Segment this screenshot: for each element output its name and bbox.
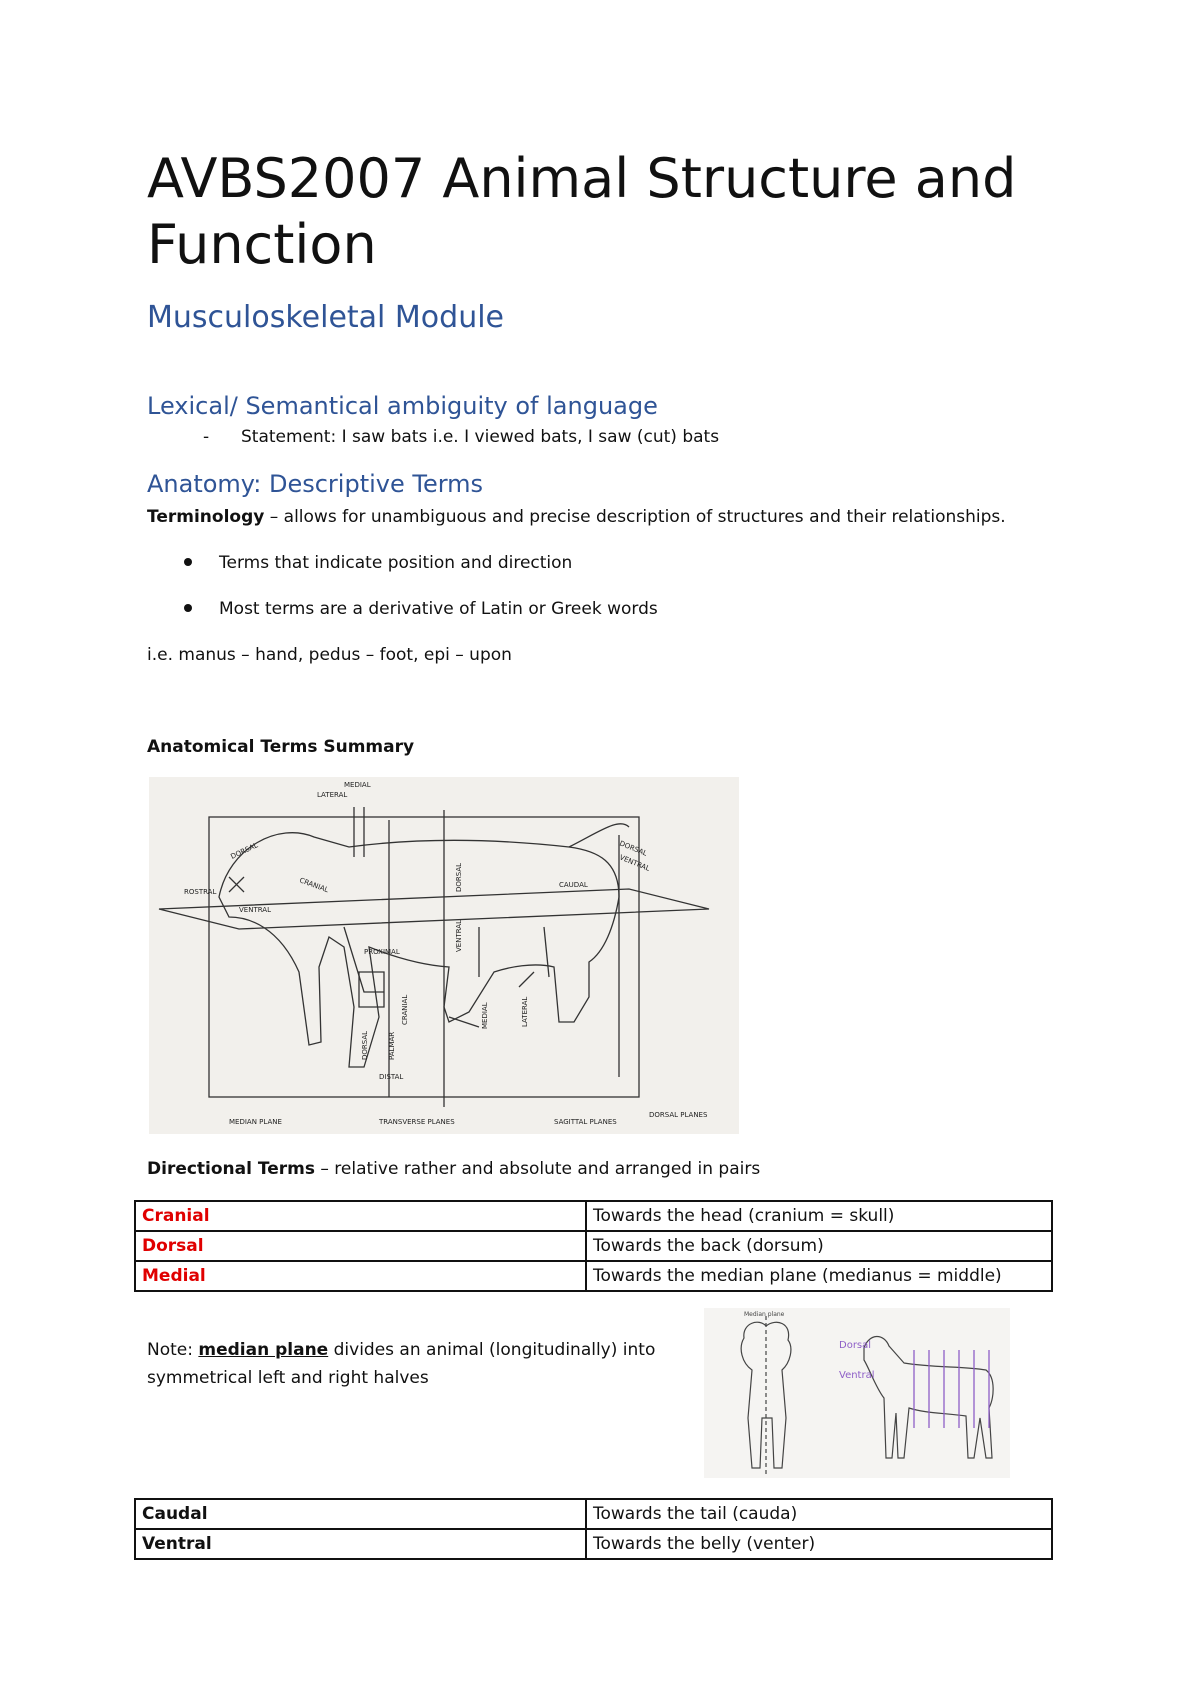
label-distal: DISTAL <box>379 1073 404 1081</box>
directional-terms-paragraph <box>147 1158 760 1180</box>
label-dorsal-tail: DORSAL <box>618 839 649 858</box>
definition-cell: Towards the median plane (medianus = middle) <box>586 1261 1052 1291</box>
term-cell: Caudal <box>135 1499 586 1529</box>
definition-cell: Towards the head (cranium = skull) <box>586 1201 1052 1231</box>
label-rostral: ROSTRAL <box>184 888 217 896</box>
definition-cell: Towards the back (dorsum) <box>586 1231 1052 1261</box>
note-text: divides an animal (longitudinally) into symmetrical left and right halves <box>147 1340 656 1388</box>
table-row <box>135 1201 1052 1231</box>
label-lateral: LATERAL <box>317 791 348 799</box>
bullet-item-1: Terms that indicate position and direction <box>219 553 573 573</box>
directional-label: Directional Terms <box>147 1159 315 1179</box>
dog-label-ventral: Ventral <box>839 1370 875 1381</box>
terminology-text: – allows for unambiguous and precise description of structures and their relationships. <box>264 507 1006 527</box>
definition-cell: Towards the tail (cauda) <box>586 1499 1052 1529</box>
label-median-plane: MEDIAN PLANE <box>229 1118 282 1126</box>
term-cell: Ventral <box>135 1529 586 1559</box>
term-cell: Dorsal <box>135 1231 586 1261</box>
document-title: AVBS2007 Animal Structure and Function <box>147 147 1017 276</box>
label-ventral-body: VENTRAL <box>455 920 463 952</box>
cow-anatomy-figure <box>149 777 739 1134</box>
dog-median-plane-figure <box>704 1308 1010 1478</box>
directional-table-1 <box>134 1200 1053 1292</box>
summary-heading: Anatomical Terms Summary <box>147 737 415 757</box>
anatomy-heading: Anatomy: Descriptive Terms <box>147 470 484 498</box>
label-dorsal-body: DORSAL <box>455 862 463 892</box>
median-plane-term: median plane <box>198 1340 329 1360</box>
directional-text: – relative rather and absolute and arranged in pairs <box>314 1159 761 1179</box>
label-medial-leg: MEDIAL <box>481 1002 489 1029</box>
table-row <box>135 1499 1052 1529</box>
directional-table-2 <box>134 1498 1053 1560</box>
table-row <box>135 1231 1052 1261</box>
label-dorsal-head: DORSAL <box>229 841 260 861</box>
label-proximal: PROXIMAL <box>364 948 400 956</box>
definition-cell: Towards the belly (venter) <box>586 1529 1052 1559</box>
dog-label-dorsal: Dorsal <box>839 1340 872 1351</box>
label-medial: MEDIAL <box>344 781 371 789</box>
note-paragraph <box>147 1336 687 1392</box>
term-cell: Medial <box>135 1261 586 1291</box>
label-dorsal-planes: DORSAL PLANES <box>649 1111 708 1119</box>
terminology-label: Terminology <box>147 507 265 527</box>
label-lateral-leg: LATERAL <box>521 996 529 1027</box>
label-transverse-planes: TRANSVERSE PLANES <box>379 1118 455 1126</box>
statement-text: Statement: I saw bats i.e. I viewed bats, I saw (cut) bats <box>241 427 720 447</box>
lexical-heading: Lexical/ Semantical ambiguity of language <box>147 392 658 420</box>
label-dorsal-leg: DORSAL <box>361 1030 369 1060</box>
label-caudal: CAUDAL <box>559 881 588 889</box>
label-sagittal-planes: SAGITTAL PLANES <box>554 1118 617 1126</box>
module-subtitle: Musculoskeletal Module <box>147 300 505 335</box>
cow-anatomy-drawing <box>149 777 739 1134</box>
dog-label-median-plane: Median plane <box>744 1311 785 1318</box>
note-prefix: Note: <box>147 1340 199 1360</box>
terminology-paragraph <box>147 506 1067 528</box>
term-cell: Cranial <box>135 1201 586 1231</box>
table-row <box>135 1529 1052 1559</box>
label-cranial-leg: CRANIAL <box>401 994 409 1025</box>
examples-text: i.e. manus – hand, pedus – foot, epi – upon <box>147 645 512 665</box>
label-cranial: CRANIAL <box>298 876 330 895</box>
bullet-icon <box>184 604 192 612</box>
label-ventral-head: VENTRAL <box>239 906 271 914</box>
label-palmar: PALMAR <box>388 1031 396 1060</box>
bullet-item-2: Most terms are a derivative of Latin or Greek words <box>219 599 658 619</box>
dog-drawing <box>704 1308 1010 1478</box>
label-ventral-tail: VENTRAL <box>618 853 651 873</box>
table-row <box>135 1261 1052 1291</box>
dash-marker: - <box>203 427 210 447</box>
bullet-icon <box>184 558 192 566</box>
